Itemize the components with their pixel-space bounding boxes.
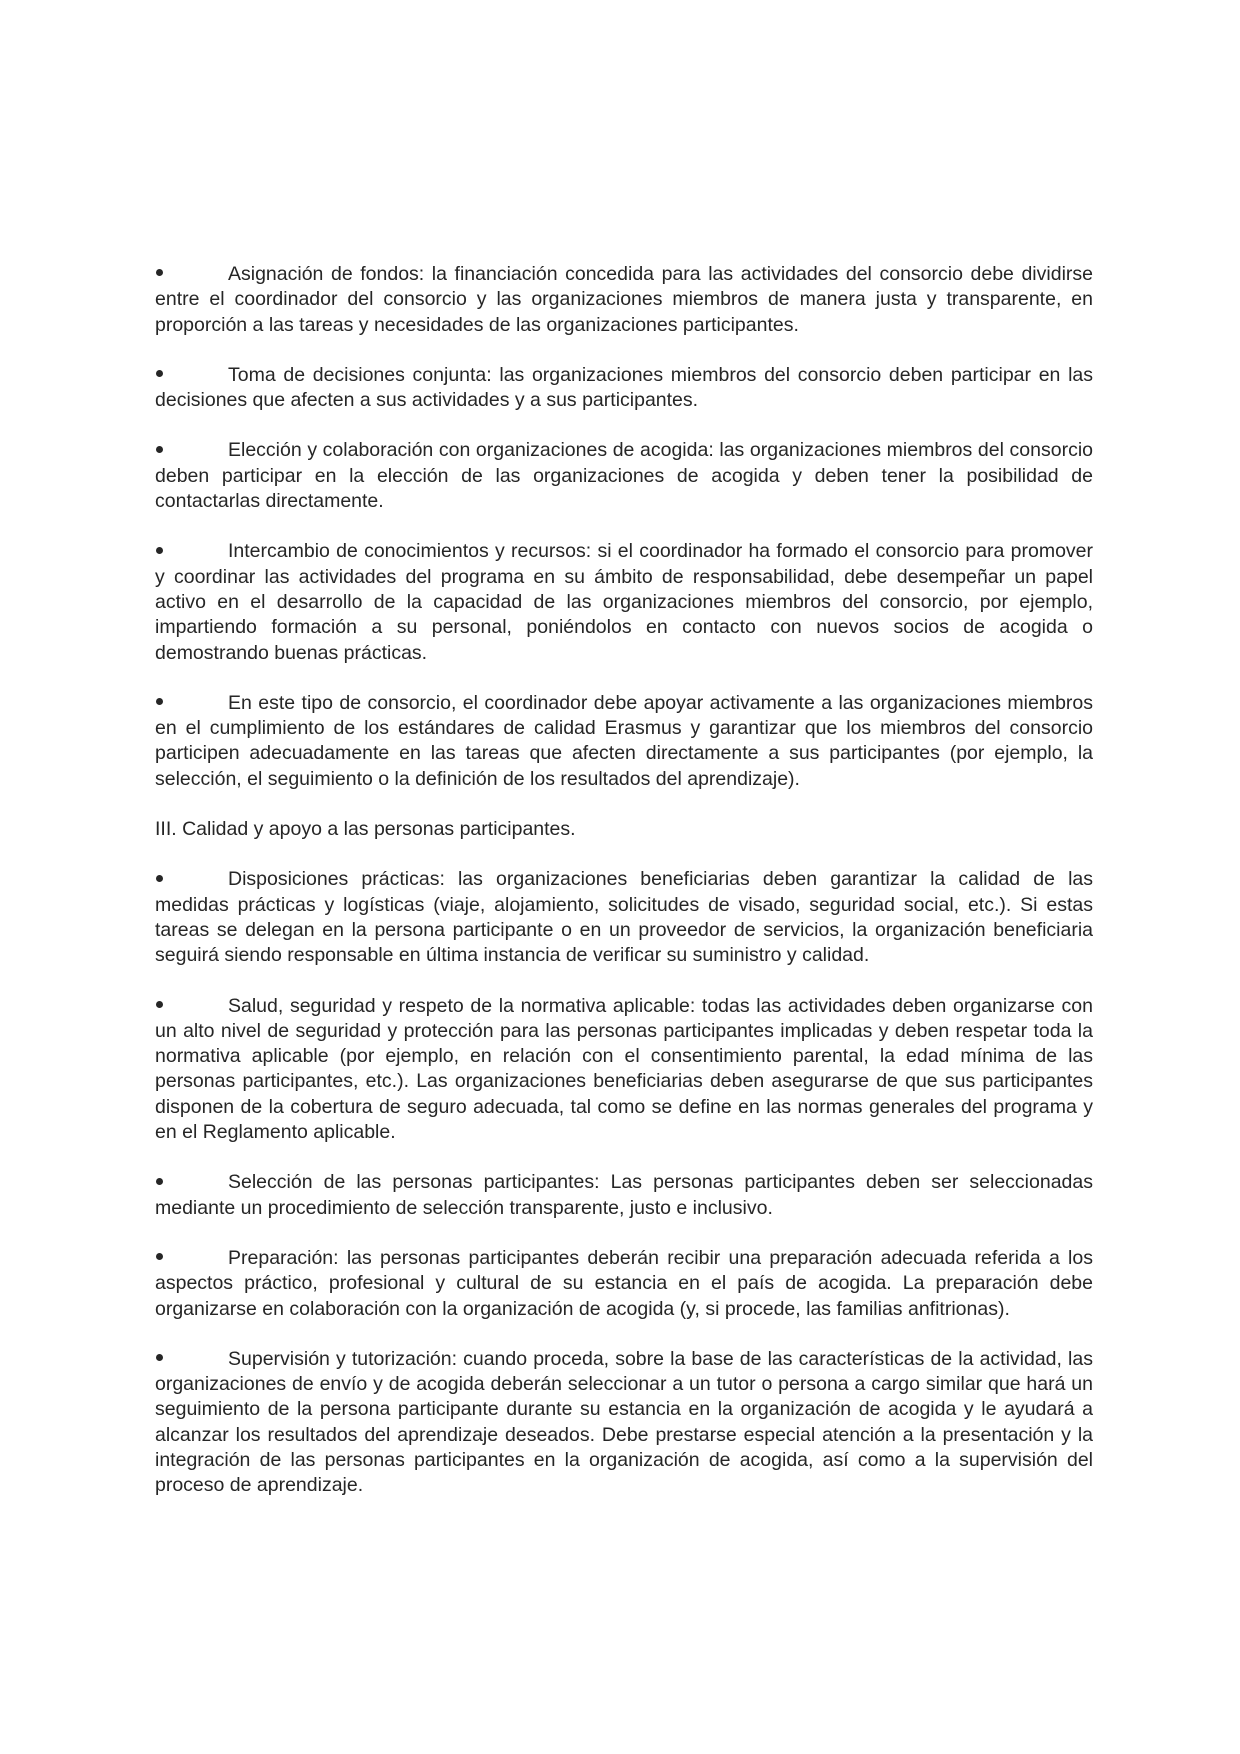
bullet-icon	[155, 1170, 228, 1195]
bullet-paragraph	[155, 539, 1093, 665]
paragraph-text: Intercambio de conocimientos y recursos: si el coordinador ha formado el consorcio para promover y coordinar las actividades del programa en su ámbito de responsabilidad, debe desempeñar un papel activo en el desarrollo de la capacidad de las organizaciones miembros del consorcio, por ejemplo, impartiendo formación a su personal, poniéndolos en contacto con nuevos socios de acogida o demostrando buenas prácticas.	[155, 540, 1093, 664]
bullet-icon	[155, 867, 228, 892]
bullet-icon	[155, 262, 228, 287]
bullet-paragraph	[155, 438, 1093, 514]
bullet-icon	[155, 363, 228, 388]
bullet-paragraph	[155, 994, 1093, 1146]
bullet-paragraph	[155, 1246, 1093, 1322]
paragraph-text: En este tipo de consorcio, el coordinador debe apoyar activamente a las organizaciones miembros en el cumplimiento de los estándares de calidad Erasmus y garantizar que los miembros del consorcio participen adecuadamente en las tareas que afecten directamente a sus participantes (por ejemplo, la selección, el seguimiento o la definición de los resultados del aprendizaje).	[155, 691, 1093, 790]
paragraph-text: Salud, seguridad y respeto de la normativa aplicable: todas las actividades deben organizarse con un alto nivel de seguridad y protección para las personas participantes implicadas y deben respetar toda la normativa aplicable (por ejemplo, en relación con el consentimiento parental, la edad mínima de las personas participantes, etc.). Las organizaciones beneficiarias deben asegurarse de que sus participantes disponen de la cobertura de seguro adecuada, tal como se define en las normas generales del programa y en el Reglamento aplicable.	[155, 994, 1093, 1144]
paragraph-text: Selección de las personas participantes: Las personas participantes deben ser seleccionadas mediante un procedimiento de selección transparente, justo e inclusivo.	[155, 1171, 1093, 1219]
bullet-paragraph	[155, 1170, 1093, 1221]
bullet-icon	[155, 994, 228, 1019]
bullet-icon	[155, 691, 228, 716]
bullet-icon	[155, 438, 228, 463]
document-body	[155, 262, 1093, 1524]
section-heading: III. Calidad y apoyo a las personas participantes.	[155, 818, 576, 841]
paragraph-text: Supervisión y tutorización: cuando proceda, sobre la base de las características de la actividad, las organizaciones de envío y de acogida deberán seleccionar a un tutor o persona a cargo similar que hará un seguimiento de la persona participante durante su estancia en la organización de acogida y le ayudará a alcanzar los resultados del aprendizaje deseados. Debe prestarse especial atención a la presentación y la integración de las personas participantes en la organización de acogida, así como a la supervisión del proceso de aprendizaje.	[155, 1347, 1093, 1497]
bullet-paragraph	[155, 867, 1093, 968]
paragraph-text: Preparación: las personas participantes deberán recibir una preparación adecuada referida a los aspectos práctico, profesional y cultural de su estancia en el país de acogida. La preparación debe organizarse en colaboración con la organización de acogida (y, si procede, las familias anfitrionas).	[155, 1246, 1093, 1320]
paragraph-text: Disposiciones prácticas: las organizaciones beneficiarias deben garantizar la calidad de las medidas prácticas y logísticas (viaje, alojamiento, solicitudes de visado, seguridad social, etc.). Si estas tareas se delegan en la persona participante o en un proveedor de servicios, la organización beneficiaria seguirá siendo responsable en última instancia de verificar su suministro y calidad.	[155, 868, 1093, 967]
bullet-icon	[155, 1246, 228, 1271]
paragraph-text: Asignación de fondos: la financiación concedida para las actividades del consorcio debe dividirse entre el coordinador del consorcio y las organizaciones miembros de manera justa y transparente, en proporción a las tareas y necesidades de las organizaciones participantes.	[155, 263, 1093, 336]
bullet-paragraph	[155, 262, 1093, 338]
bullet-icon	[155, 1347, 228, 1372]
paragraph-text: Elección y colaboración con organizaciones de acogida: las organizaciones miembros del consorcio deben participar en la elección de las organizaciones de acogida y deben tener la posibilidad de contactarlas directamente.	[155, 439, 1093, 513]
bullet-paragraph	[155, 363, 1093, 414]
bullet-icon	[155, 539, 228, 564]
paragraph-text: Toma de decisiones conjunta: las organizaciones miembros del consorcio deben participar en las decisiones que afecten a sus actividades y a sus participantes.	[155, 363, 1093, 412]
bullet-paragraph	[155, 1347, 1093, 1499]
bullet-paragraph	[155, 691, 1093, 792]
